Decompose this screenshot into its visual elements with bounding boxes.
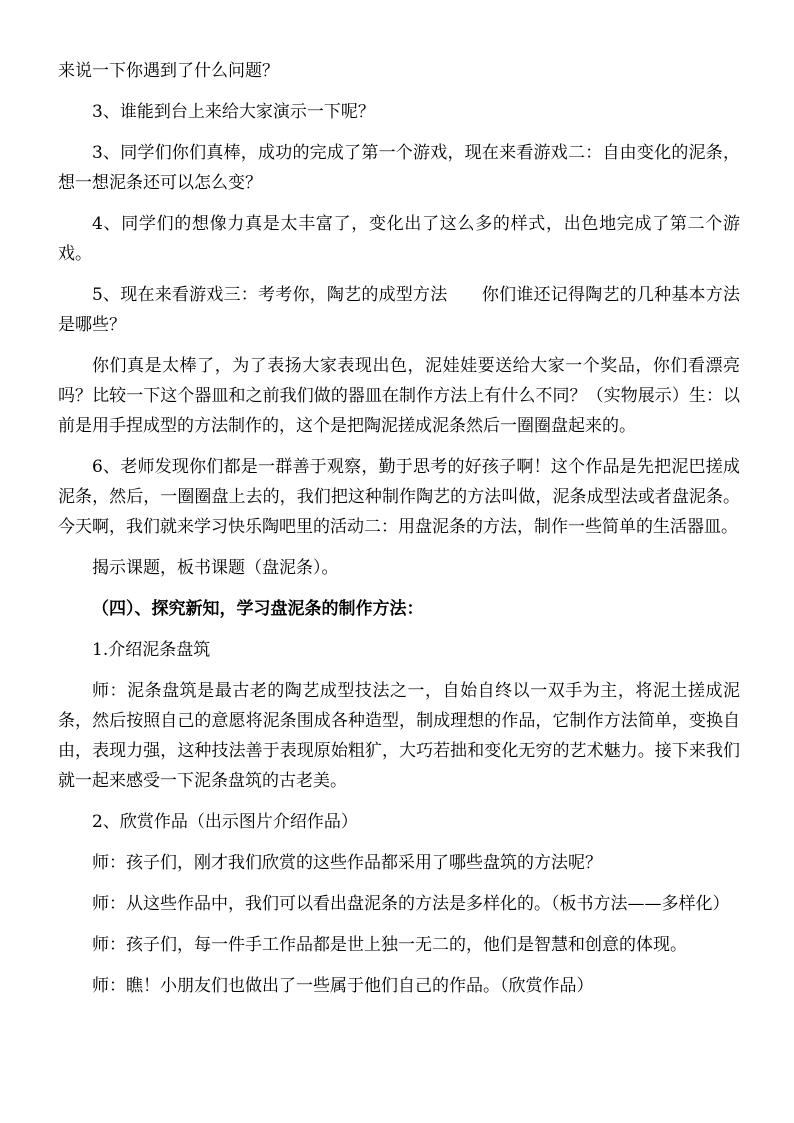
subheading-introduce-coiling: 1.介绍泥条盘筑: [92, 640, 211, 660]
document-page: [58, 56, 740, 1012]
paragraph-step-5-game-three: 5、现在来看游戏三：考考你，陶艺的成型方法 你们谁还记得陶艺的几种基本方法是哪些？: [58, 285, 740, 335]
paragraph-step-3-game-two: 3、同学们你们真棒，成功的完成了第一个游戏，现在来看游戏二：自由变化的泥条，想一想泥条还可以怎么变？: [58, 143, 740, 193]
paragraph-prize-comparison: 你们真是太棒了，为了表扬大家表现出色，泥娃娃要送给大家一个奖品，你们看漂亮吗？比较一下这个器皿和之前我们做的器皿在制作方法上有什么不同？（实物展示）生：以前是用手捏成型的方法制作的，这个是把陶泥搓成泥条然后一圈圈盘起来的。: [58, 356, 740, 436]
paragraph-teacher-look: 师：瞧！小朋友们也做出了一些属于他们自己的作品。（欣赏作品）: [92, 976, 594, 996]
section-heading-explore: （四）、探究新知，学习盘泥条的制作方法：: [92, 599, 424, 619]
paragraph-reveal-topic: 揭示课题，板书课题（盘泥条）。: [92, 558, 339, 578]
paragraph-step-4: 4、同学们的想像力真是太丰富了，变化出了这么多的样式，出色地完成了第二个游戏。: [58, 214, 740, 264]
paragraph-step-3-demo: 3、谁能到台上来给大家演示一下呢？: [92, 102, 375, 122]
paragraph-teacher-methods: 师：从这些作品中，我们可以看出盘泥条的方法是多样化的。（板书方法——多样化）: [92, 894, 730, 914]
subheading-appreciate-works: 2、欣赏作品（出示图片介绍作品）: [92, 812, 358, 832]
paragraph-step-6: 6、老师发现你们都是一群善于观察，勤于思考的好孩子啊！这个作品是先把泥巴搓成泥条，然后，一圈圈盘上去的，我们把这种制作陶艺的方法叫做，泥条成型法或者盘泥条。今天啊，我们就来学习快乐陶吧里的活动二：用盘泥条的方法，制作一些简单的生活器皿。: [58, 457, 740, 537]
paragraph-teacher-question: 师：孩子们，刚才我们欣赏的这些作品都采用了哪些盘筑的方法呢？: [92, 853, 602, 873]
paragraph-teacher-unique: 师：孩子们，每一件手工作品都是世上独一无二的，他们是智慧和创意的体现。: [92, 935, 687, 955]
paragraph-question-continuation: 来说一下你遇到了什么问题？: [58, 61, 279, 81]
paragraph-coiling-description: 师：泥条盘筑是最古老的陶艺成型技法之一，自始自终以一双手为主，将泥土搓成泥条，然后按照自己的意愿将泥条围成各种造型，制成理想的作品，它制作方法简单，变换自由，表现力强，这种技法善于表现原始粗犷，大巧若拙和变化无穷的艺术魅力。接下来我们就一起来感受一下泥条盘筑的古老美。: [58, 681, 740, 791]
